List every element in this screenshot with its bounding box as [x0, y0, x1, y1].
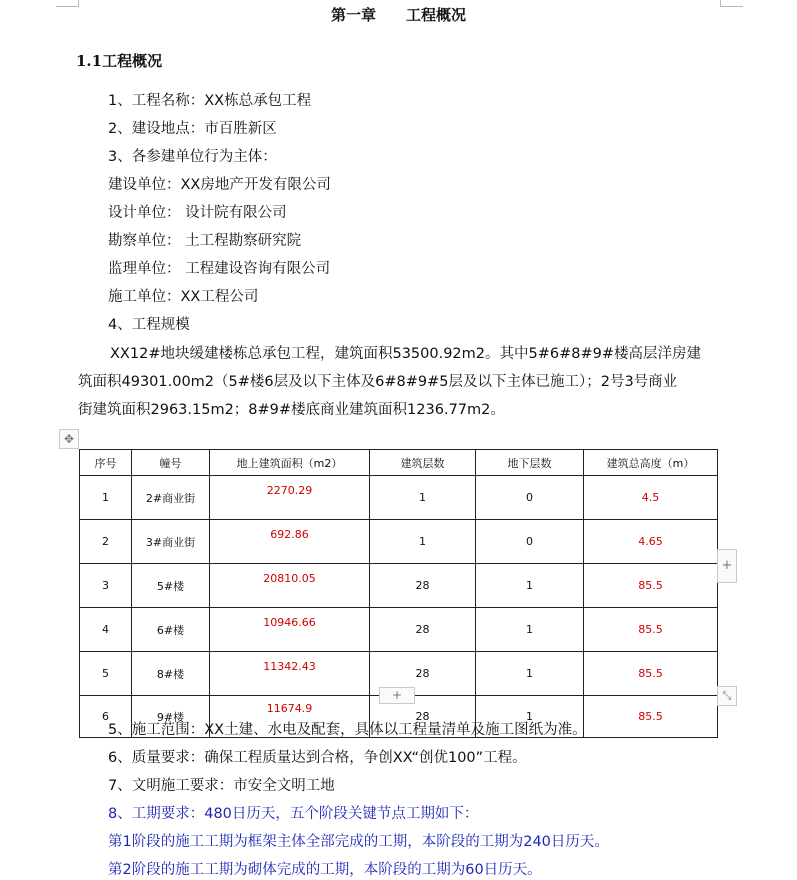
supervisor-line: 监理单位： 工程建设咨询有限公司 [108, 261, 331, 277]
scale-paragraph-line: 筑面积49301.00m2（5#楼6层及以下主体及6#8#9#5层及以下主体已施工）；2号3号商业 [78, 374, 678, 390]
table-cell[interactable]: 85.5 [584, 564, 718, 608]
designer-line: 设计单位： 设计院有限公司 [108, 205, 287, 221]
header-cell[interactable]: 地上建筑面积（m2） [210, 450, 370, 476]
table-resize-icon[interactable]: ⤡ [717, 686, 737, 706]
table-header-row [80, 450, 718, 476]
table-cell[interactable]: 85.5 [584, 652, 718, 696]
table-cell[interactable]: 4.65 [584, 520, 718, 564]
table-cell[interactable]: 1 [476, 608, 584, 652]
table-cell[interactable]: 6#楼 [132, 608, 210, 652]
table-row [80, 476, 718, 520]
developer-line: 建设单位：XX房地产开发有限公司 [108, 177, 331, 193]
table-cell[interactable]: 5 [80, 652, 132, 696]
participants-heading: 3、各参建单位行为主体： [108, 149, 277, 165]
table-cell[interactable]: 11342.43 [210, 652, 370, 696]
table-cell[interactable]: 2 [80, 520, 132, 564]
table-cell[interactable]: 1 [476, 696, 584, 738]
table-cell[interactable]: 11674.9 [210, 696, 370, 738]
header-cell[interactable]: 建筑总高度（m） [584, 450, 718, 476]
header-cell[interactable]: 建筑层数 [370, 450, 476, 476]
table-cell[interactable]: 3 [80, 564, 132, 608]
table-cell[interactable]: 6 [80, 696, 132, 738]
table-row [80, 608, 718, 652]
surveyor-line: 勘察单位： 土工程勘察研究院 [108, 233, 302, 249]
table-cell[interactable]: 85.5 [584, 696, 718, 738]
table-cell[interactable]: 10946.66 [210, 608, 370, 652]
scale-heading: 4、工程规模 [108, 317, 190, 333]
contractor-line: 施工单位：XX工程公司 [108, 289, 259, 305]
table-cell[interactable]: 1 [370, 520, 476, 564]
table-move-icon[interactable]: ✥ [59, 429, 79, 449]
table-cell[interactable]: 3#商业街 [132, 520, 210, 564]
quality-requirement-line: 6、质量要求：确保工程质量达到合格，争创XX“创优100”工程。 [108, 750, 527, 766]
table-cell[interactable]: 4.5 [584, 476, 718, 520]
add-row-button[interactable]: + [379, 687, 415, 704]
table-cell[interactable]: 28 [370, 652, 476, 696]
section-title: 1.1工程概况 [76, 52, 163, 70]
scale-paragraph-line: 街建筑面积2963.15m2；8#9#楼底商业建筑面积1236.77m2。 [78, 402, 505, 418]
table-cell[interactable]: 0 [476, 476, 584, 520]
table-cell[interactable]: 28 [370, 564, 476, 608]
table-cell[interactable]: 8#楼 [132, 652, 210, 696]
project-name-line: 1、工程名称：XX栋总承包工程 [108, 93, 312, 109]
table-cell[interactable]: 2270.29 [210, 476, 370, 520]
scale-paragraph-line: XX12#地块缓建楼栋总承包工程，建筑面积53500.92m2。其中5#6#8#9#楼高层洋房建 [110, 346, 702, 362]
chapter-title: 第一章 工程概况 [330, 6, 466, 24]
table-row [80, 520, 718, 564]
add-column-button[interactable]: + [717, 549, 737, 583]
table-cell[interactable]: 1 [476, 652, 584, 696]
table-cell[interactable]: 692.86 [210, 520, 370, 564]
table-cell[interactable]: 28 [370, 608, 476, 652]
table-cell[interactable]: 85.5 [584, 608, 718, 652]
table-cell[interactable]: 28 [370, 696, 476, 738]
table-cell[interactable]: 1 [370, 476, 476, 520]
table-cell[interactable]: 2#商业街 [132, 476, 210, 520]
header-cell[interactable]: 序号 [80, 450, 132, 476]
header-cell[interactable]: 地下层数 [476, 450, 584, 476]
schedule-requirement-line: 8、工期要求：480日历天，五个阶段关键节点工期如下： [108, 806, 479, 822]
civilized-construction-line: 7、文明施工要求：市安全文明工地 [108, 778, 335, 794]
table-cell[interactable]: 9#楼 [132, 696, 210, 738]
table-cell[interactable]: 5#楼 [132, 564, 210, 608]
table-row [80, 564, 718, 608]
table-cell[interactable]: 0 [476, 520, 584, 564]
scale-paragraph [78, 340, 718, 424]
table-cell[interactable]: 1 [476, 564, 584, 608]
table-cell[interactable]: 20810.05 [210, 564, 370, 608]
construction-scope-line: 5、施工范围：XX土建、水电及配套，具体以工程量清单及施工图纸为准。 [108, 722, 587, 738]
table-cell[interactable]: 1 [80, 476, 132, 520]
table-cell[interactable]: 4 [80, 608, 132, 652]
phase-2-line: 第2阶段的施工工期为砌体完成的工期，本阶段的工期为60日历天。 [108, 862, 542, 878]
phase-1-line: 第1阶段的施工工期为框架主体全部完成的工期，本阶段的工期为240日历天。 [108, 834, 609, 850]
project-location-line: 2、建设地点：市百胜新区 [108, 121, 277, 137]
header-cell[interactable]: 幢号 [132, 450, 210, 476]
